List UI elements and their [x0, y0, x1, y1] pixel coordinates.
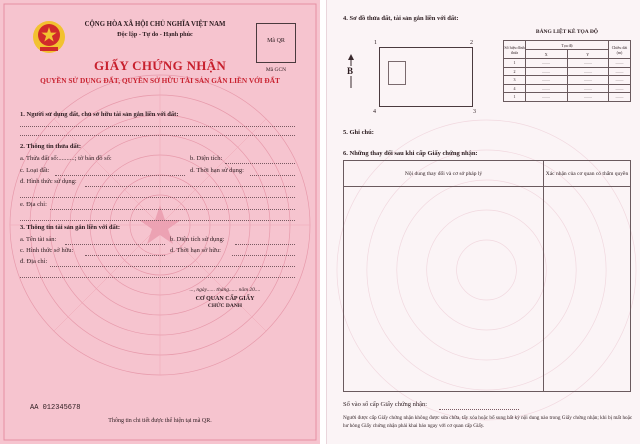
asset-name-line: [65, 238, 165, 245]
serial-number: AA 012345678: [30, 404, 81, 412]
coordinate-table: [503, 40, 631, 102]
corner-label-3: 3: [473, 109, 476, 115]
changes-content-cell: [344, 187, 544, 392]
qr-code-box: [256, 23, 296, 63]
section-1-heading: 1. Người sử dụng đất, chủ sở hữu tài sản gắn liền với đất:: [20, 111, 179, 118]
section-2-line: [20, 191, 295, 198]
national-motto: Độc lập - Tự do - Hạnh phúc: [117, 31, 193, 38]
land-type-line: [55, 169, 185, 176]
section-3-line: [20, 271, 295, 278]
register-number-line: [439, 403, 519, 410]
col-x-header: X: [526, 50, 568, 59]
address-field: e. Địa chỉ:: [20, 201, 47, 208]
parcel-number-field: a. Thửa đất số:..........; tờ bản đồ số:: [20, 155, 112, 162]
footer-note: Người được cấp Giấy chứng nhận không được sửa chữa, tẩy xóa hoặc bổ sung bất kỳ nội dung nào trong Giấy chứng nhận; khi bị mất hoặc hư hỏng Giấy chứng nhận phải khai báo ngay với cơ quan cấp Giấy.: [343, 415, 633, 429]
use-form-line: [85, 180, 295, 187]
col-y-header: Y: [567, 50, 609, 59]
area-field: b. Diện tích:: [190, 155, 223, 162]
section-6-heading: 6. Những thay đổi sau khi cấp Giấy chứng nhận:: [343, 150, 478, 157]
ownership-form-line: [85, 249, 165, 256]
section-1-line: [20, 120, 295, 127]
changes-table: [343, 160, 631, 392]
table-row: 1 ........ ........ ........: [504, 93, 631, 102]
section-4-heading: 4. Sơ đồ thửa đất, tài sản gắn liền với đất:: [343, 15, 459, 22]
asset-address-line: [50, 260, 295, 267]
ownership-form-field: c. Hình thức sở hữu:: [20, 247, 74, 254]
use-term-field: d. Thời hạn sử dụng:: [190, 167, 244, 174]
land-type-field: c. Loại đất:: [20, 167, 50, 174]
table-row: 3 ........ ........ ........: [504, 76, 631, 85]
corner-label-1: 1: [374, 40, 377, 46]
section-2-heading: 2. Thông tin thửa đất:: [20, 143, 82, 150]
use-form-field: đ. Hình thức sử dụng:: [20, 178, 77, 185]
document-subtitle: QUYỀN SỬ DỤNG ĐẤT, QUYỀN SỞ HỮU TÀI SẢN GẮN LIỀN VỚI ĐẤT: [40, 76, 280, 85]
table-row: 2 ........ ........ ........: [504, 67, 631, 76]
table-row: 1 ........ ........ ........: [504, 59, 631, 68]
certificate-back-page: [326, 0, 640, 444]
issue-date-line: ..., ngày...... tháng...... năm 20....: [189, 287, 261, 293]
table-row: 4 ........ ........ ........: [504, 84, 631, 93]
national-emblem-icon: [32, 20, 66, 54]
qr-label: Mã QR: [267, 38, 285, 44]
asset-address-field: đ. Địa chỉ:: [20, 258, 48, 265]
corner-label-2: 2: [470, 40, 473, 46]
address-line: [50, 203, 295, 210]
issuing-agency: CƠ QUAN CẤP GIẤY: [195, 296, 255, 302]
usable-area-field: b. Diện tích sử dụng:: [170, 236, 225, 243]
section-1-line: [20, 129, 295, 136]
building-footprint: [388, 61, 406, 85]
qr-note: Thông tin chi tiết được thể hiện tại mã QR.: [108, 418, 212, 424]
col-coord-header: Tọa độ: [526, 41, 609, 50]
asset-name-field: a. Tên tài sản:: [20, 236, 57, 243]
col-edge-header: Chiều dài (m): [609, 41, 631, 59]
section-5-heading: 5. Ghi chú:: [343, 129, 374, 136]
section-2-line: [20, 214, 295, 221]
signer-position: CHỨC DANH: [207, 303, 243, 309]
ownership-term-field: d. Thời hạn sở hữu:: [170, 247, 221, 254]
parcel-sketch: [379, 47, 473, 107]
gcn-label: Mã GCN: [265, 67, 287, 73]
changes-col-confirm: Xác nhận của cơ quan có thẩm quyền: [544, 161, 631, 187]
use-term-line: [250, 169, 295, 176]
section-3-heading: 3. Thông tin tài sản gắn liền với đất:: [20, 224, 121, 231]
ownership-term-line: [232, 249, 295, 256]
document-title: GIẤY CHỨNG NHẬN: [93, 58, 227, 73]
corner-label-4: 4: [373, 109, 376, 115]
changes-confirm-cell: [544, 187, 631, 392]
area-line: [225, 157, 295, 164]
changes-col-content: Nội dung thay đổi và cơ sở pháp lý: [344, 161, 544, 187]
usable-area-line: [235, 238, 295, 245]
register-number-label: Số vào sổ cấp Giấy chứng nhận:: [343, 401, 428, 408]
north-label: B: [347, 66, 354, 76]
col-point-header: Số hiệu đỉnh thửa: [504, 41, 526, 59]
coord-table-title: BẢNG LIỆT KÊ TỌA ĐỘ: [535, 29, 599, 35]
national-header: CỘNG HÒA XÃ HỘI CHỦ NGHĨA VIỆT NAM: [84, 21, 226, 28]
